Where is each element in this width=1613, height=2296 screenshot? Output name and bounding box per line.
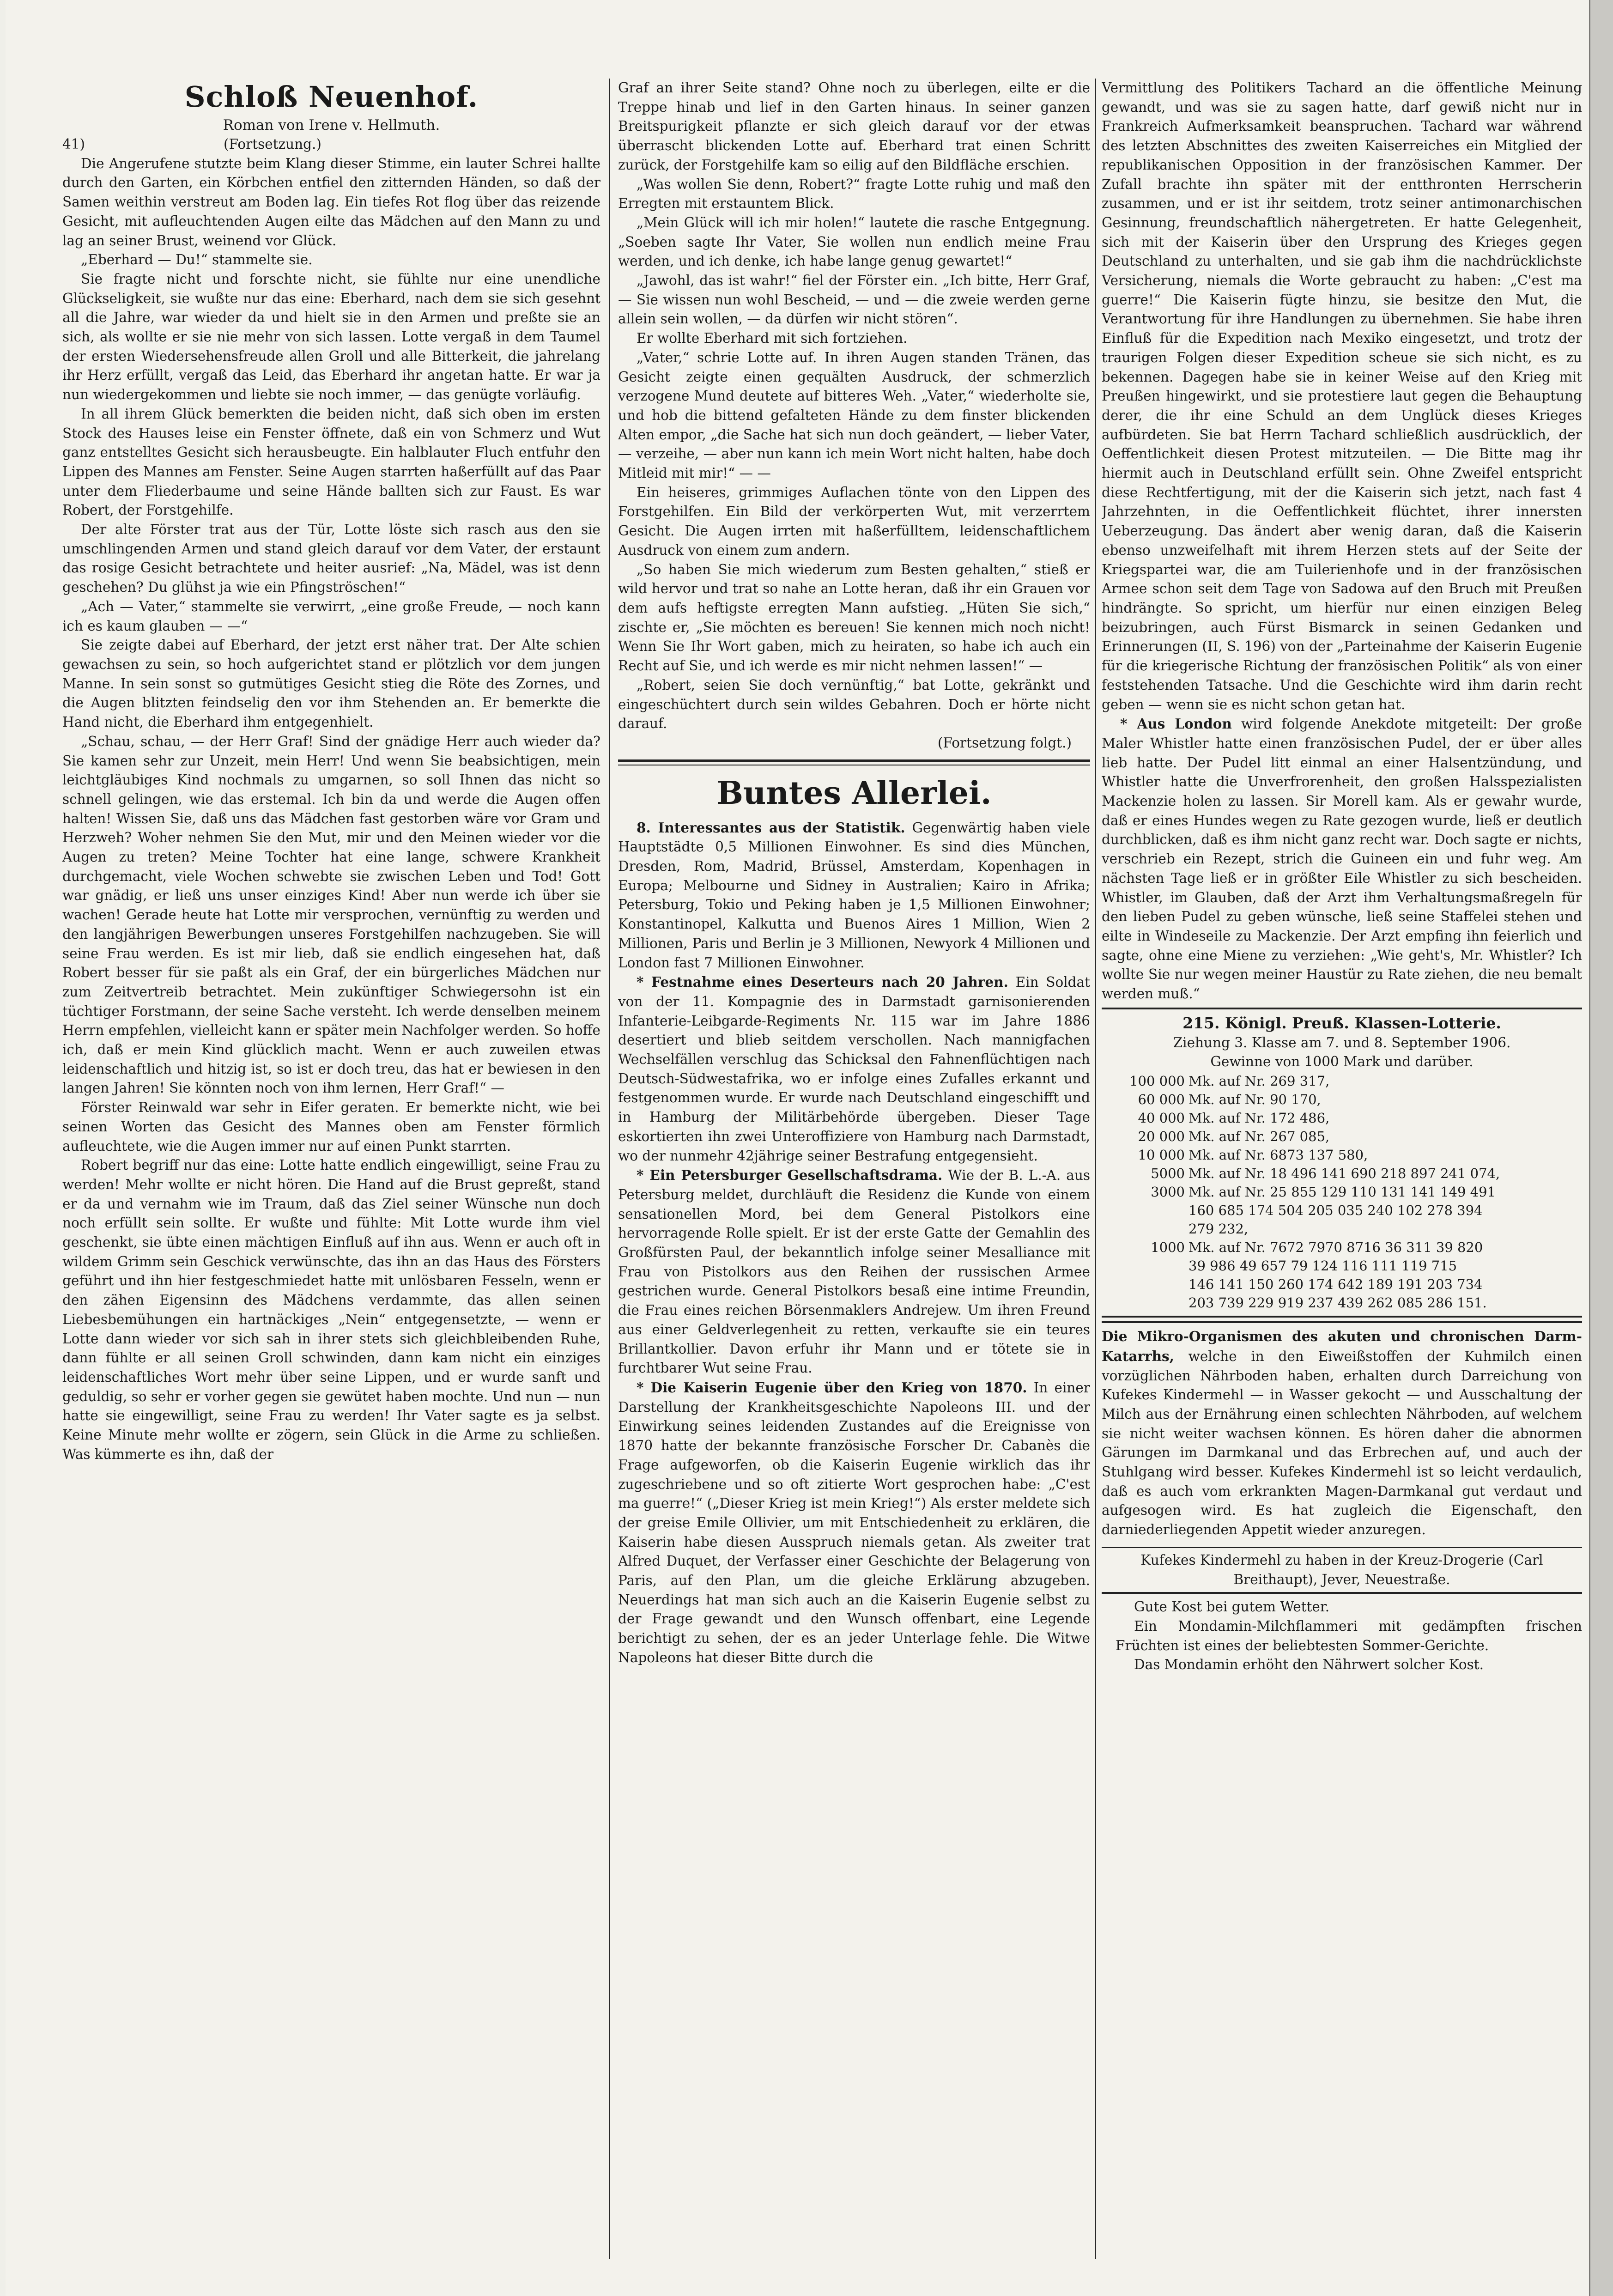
lottery-amount: 10 000 [1138,1147,1185,1163]
ad-text [1102,1327,1582,1540]
news-item-text: In einer Darstellung der Krankheitsgeschichte Napoleons III. und der Einwirkung seines leidenden Zustandes auf die Ereignisse von 1870 hatte der bekannte französische Forscher Dr. Cabanès die Frage aufgeworfen, ob die Kaiserin Eugenie wirklich das ihr zugeschriebene und so oft zitierte Wort gesprochen habe: „C'est ma guerre!“ („Dieser Krieg ist mein Krieg!“) Als erster meldete sich der greise Emile Ollivier, um mit Entschiedenheit zu erklären, die Kaiserin habe diesen Ausspruch niemals getan. Als zweiter trat Alfred Duquet, der Verfasser einer Geschichte der Belagerung von Paris, auf den Plan, um die gleiche Erklärung abzugeben. Neuerdings hat man sich auch an die Kaiserin Eugenie selbst zu der Frage gewandt und den Wunsch offenbart, eine Legende berichtigt zu sehen, der es an jeder Unterlage fehle. Die Witwe Napoleons hat dieser Bitte durch die [618,1380,1090,1665]
ad-heading: Die Mikro-Organismen des akuten und chronischen Darm-Katarrhs, [1102,1328,1582,1364]
lottery-amount: 40 000 [1138,1110,1185,1126]
continuation-note: (Fortsetzung.) [224,136,321,152]
novel-paragraph: Graf an ihrer Seite stand? Ohne noch zu überlegen, eilte er die Treppe hinab und lief in den Garten hinaus. In seiner ganzen Breitspurigkeit pflanzte er sich gleich darauf vor der etwas überrascht blickenden Lotte auf. Eberhard trat einen Schritt zurück, der Forstgehilfe kam so eilig auf den Bildfläche erschien. [618,80,1090,173]
news-item-text: Gegenwärtig haben viele Hauptstädte 0,5 Millionen Einwohner. Es sind dies München, Dresden, Rom, Madrid, Brüssel, Amsterdam, Kopenhagen in Europa; Melbourne und Sidney in Australien; Kairo in Afrika; Petersburg, Tokio und Peking haben je 1,5 Millionen Einwohner; Konstantinopel, Kalkutta und Buenos Aires 1 Million, Wien 2 Millionen, Paris und Berlin je 3 Millionen, Newyork 4 Millionen und London fast 7 Millionen Einwohner. [618,820,1090,971]
lottery-row [1102,1220,1504,1238]
novel-paragraph: „Jawohl, das ist wahr!“ fiel der Förster ein. „Ich bitte, Herr Graf, — Sie wissen nun wohl Bescheid, — und — die zweie werden gerne allein sein wollen, — da dürfen wir nicht stören“. [618,273,1090,327]
lottery-box [1102,1008,1582,1318]
lottery-amount [1102,1294,1189,1312]
news-item [618,972,1090,1166]
page-binding-edge [1589,0,1613,2296]
lottery-amount: 5000 [1151,1166,1185,1182]
novel-paragraph: Die Angerufene stutzte beim Klang dieser Stimme, ein lauter Schrei hallte durch den Garten, ein Körbchen entfiel den zitternden Händen, so daß der Samen weithin verstreut am Boden lag. Ein tiefes Rot flog über das reizende Gesicht, mit aufleuchtenden Augen eilte das Mädchen auf den Mann zu und lag an seiner Brust, weinend vor Glück. [62,155,600,249]
section-title-buntes-allerlei: Buntes Allerlei. [716,774,992,812]
lottery-numbers: 160 685 174 504 205 035 240 102 278 394 [1189,1203,1483,1219]
lottery-numbers: Mk. auf Nr. 267 085, [1189,1129,1330,1145]
news-item-text: wird folgende Anekdote mitgeteilt: Der große Maler Whistler hatte einen französischen Pudel, der er über alles lieb hatte. Der Pudel litt einmal an einer Halsentzündung, und Whistler hatte die Unverfrorenheit, den großen Halsspezialisten Mackenzie holen zu lassen. Sir Morell kam. Als er gewahr wurde, daß er eines Hundes wegen zu Rate gezogen wurde, ließ er deutlich durchblicken, daß es ihm nicht ganz recht war. Doch sagte er nichts, verschrieb ein Rezept, strich die Guineen ein und fuhr weg. Am nächsten Tage ließ er in größter Eile Whistler zu sich bescheiden. Whistler, im Glauben, daß der Arzt ihm Verhaltungsmaßregeln für den lieben Pudel zu geben wünsche, ließ seine Staffelei stehen und eilte in Windeseile zu Mackenzie. Der Arzt empfing ihn feierlich und sagte, ohne eine Miene zu verziehen: „Wie geht's, Mr. Whistler? Ich wollte Sie nur wegen meiner Haustür zu Rate ziehen, die neu bemalt werden muß.“ [1102,716,1582,1002]
lottery-row [1102,1183,1504,1201]
lottery-amount [1102,1257,1189,1275]
news-item [618,1378,1090,1668]
news-item-text: Wie der B. L.-A. aus Petersburg meldet, durchläuft die Residenz die Kunde von einem sensationellen Mord, bei dem General Pistolkors eine hervorragende Rolle spielt. Er ist der erste Gatte der Gemahlin des Großfürsten Paul, der bekanntlich infolge seiner Mesalliance mit Frau von Pistolkors aus den Reihen der russischen Armee gestrichen wurde. General Pistolkors besaß eine intime Freundin, die Frau eines reichen Börsenmaklers Andrejew. Um ihren Freund aus einer Geldverlegenheit zu retten, verkaufte sie ein teures Brillantkollier. Davon erfuhr ihr Mann und er tötete sie in furchtbarer Wut seine Frau. [618,1167,1090,1376]
lottery-amount [1102,1201,1189,1220]
lottery-row [1102,1238,1504,1257]
novel-paragraph: In all ihrem Glück bemerkten die beiden nicht, daß sich oben im ersten Stock des Hauses leise ein Fenster öffnete, daß ein von Schmerz und Wut ganz entstelltes Gesicht sich herausbeugte. Ein halblauter Fluch entfuhr den Lippen des Mannes am Fenster. Seine Augen starrten haßerfüllt auf das Paar unter dem Fliederbaume und seine Hände ballten sich zur Faust. Es war Robert, der Forstgehilfe. [62,406,600,518]
novel-paragraph: „Schau, schau, — der Herr Graf! Sind der gnädige Herr auch wieder da? Sie kamen sehr zur Unzeit, mein Herr! Und wenn Sie beabsichtigen, mein leichtgläubiges Kind nochmals zu umgarnen, so soll Ihnen das nicht so schnell gelingen, wie das erstemal. Ich bin da und werde die Augen offen halten! Wissen Sie, daß uns das Mädchen fast gestorben wäre vor Gram und Herzweh? Woher nehmen Sie den Mut, mir und den Meinen wieder vor die Augen zu treten? Meine Tochter hat eine lange, schwere Krankheit durchgemacht, viele Wochen schwebte sie zwischen Leben und Tod! Gott war gnädig, er ließ uns unser einziges Kind! Aber nun werde ich über sie wachen! Gerade heute hat Lotte mir versprochen, vernünftig zu werden und den langjährigen Bewerbungen unseres Forstgehilfen nachzugeben. Sie will seine Frau werden. Es ist mir lieb, daß sie endlich eingesehen hat, daß Robert besser für sie paßt als ein Graf, der ein bürgerliches Mädchen nur zum Zeitvertreib betrachtet. Mein zukünftiger Schwiegersohn ist ein tüchtiger Forstmann, der seine Sache versteht. Ich werde denselben meinem Herrn empfehlen, vielleicht kann er später mein Nachfolger werden. So hoffe ich, daß er mein Kind glücklich macht. Wenn er auch zuweilen etwas leidenschaftlich und hitzig ist, so ist er doch treu, das hat er bewiesen in den langen Jahren! Sie könnten noch von ihm lernen, Herr Graf!“ — [62,733,600,1096]
news-item-text: Ein Soldat von der 11. Kompagnie des in Darmstadt garnisonierenden Infanterie-Leibgarde-Regiments Nr. 115 war im Jahre 1886 desertiert und blieb seitdem verschollen. Nach mannigfachen Wechselfällen verschlug das Schicksal den Fahnenflüchtigen nach Deutsch-Südwestafrika, wo er infolge eines Zufalles erkannt und festgenommen wurde. Er wurde nach Deutschland eingeschifft und in Hamburg der Militärbehörde übergeben. Dieser Tage eskortierten ihn zwei Unteroffiziere von Hamburg nach Darmstadt, wo der nunmehr 42jährige seiner Bestrafung entgegensieht. [618,974,1090,1164]
novel-paragraph: „Vater,“ schrie Lotte auf. In ihren Augen standen Tränen, das Gesicht zeigte einen gequälten Ausdruck, der schmerzlich verzogene Mund deutete auf bitteres Weh. „Vater,“ wiederholte sie, und hob die bittend gefalteten Hände zu dem finster blickenden Alten empor, „die Sache hat sich nun doch geändert, — lieber Vater, — verzeihe, — aber nun kann ich mein Wort nicht halten, habe doch Mitleid mit mir!“ — — [618,349,1090,481]
lottery-numbers: Mk. auf Nr. 90 170, [1189,1092,1321,1108]
kufeke-shop-box [1102,1547,1582,1594]
lottery-numbers: 39 986 49 657 79 124 116 111 119 715 [1189,1258,1457,1274]
lottery-amount: 3000 [1151,1184,1185,1200]
lottery-numbers: Mk. auf Nr. 269 317, [1189,1073,1330,1089]
installment-number: 41) [62,136,85,152]
lottery-numbers: Mk. auf Nr. 172 486, [1189,1110,1330,1126]
novel-paragraph: „Robert, seien Sie doch vernünftig,“ bat Lotte, gekränkt und eingeschüchtert durch sein wildes Gebahren. Doch er hörte nicht darauf. [618,677,1090,732]
column-middle [618,79,1090,2259]
lottery-note: Gewinne von 1000 Mark und darüber. [1210,1054,1474,1070]
lottery-row [1102,1127,1504,1146]
column-right [1102,79,1582,2259]
novel-paragraph: Der alte Förster trat aus der Tür, Lotte löste sich rasch aus den sie umschlingenden Armen und stand gleich darauf vor dem Vater, der erstaunt das rosige Gesicht betrachtete und heiter ausrief: „Na, Mädel, was ist denn geschehen? Du glühst ja wie ein Pfingströschen!“ [62,522,600,595]
kufeke-advertisement [1102,1321,1582,1543]
ad-line: Das Mondamin erhöht den Nährwert solcher Kost. [1134,1657,1484,1673]
lottery-table [1102,1072,1504,1312]
lottery-amount: 1000 [1151,1239,1185,1256]
novel-paragraph: „So haben Sie mich wiederum zum Besten gehalten,“ stieß er wild hervor und trat so nahe an Lotte heran, daß ihr ein Grauen vor dem aufs heftigste erregten Mann aufstieg. „Hüten Sie sich,“ zischte er, „Sie möchten es bereuen! Sie kennen mich noch nicht! Wenn Sie Ihr Wort gaben, mich zu heiraten, so habe ich auch ein Recht auf Sie, und ich werde es mir nicht nehmen lassen!“ — [618,561,1090,674]
column-serial-novel [62,79,600,2259]
lottery-amount: 100 000 [1129,1073,1185,1089]
news-item-heading: * Ein Petersburger Gesellschaftsdrama. [637,1167,943,1184]
article-byline: Roman von Irene v. Hellmuth. [223,117,440,134]
ad-shop-text: Kufekes Kindermehl zu haben in der Kreuz-Drogerie (Carl Breithaupt), Jever, Neuestraße. [1140,1552,1543,1587]
news-item [1102,714,1582,1004]
lottery-row [1102,1109,1504,1127]
novel-paragraph: „Eberhard — Du!“ stammelte sie. [81,252,313,268]
novel-paragraph: Er wollte Eberhard mit sich fortziehen. [637,330,908,346]
ad-line: Ein Mondamin-Milchflammeri mit gedämpften frischen Früchten ist eines der beliebtesten Sommer-Gerichte. [1116,1618,1582,1653]
lottery-amount [1102,1220,1189,1238]
novel-paragraph: Sie zeigte dabei auf Eberhard, der jetzt erst näher trat. Der Alte schien gewachsen zu sein, so hoch aufgerichtet stand er plötzlich vor dem jungen Manne. In sein sonst so gutmütiges Gesicht stieg die Röte des Zornes, und die Augen blitzten feindselig den vor ihm Stehenden an. Er bemerkte die Hand nicht, die Eberhard ihm entgegenhielt. [62,637,600,730]
news-item-heading: 8. Interessantes aus der Statistik. [637,819,905,836]
article-number-line [62,135,600,154]
novel-paragraph: Förster Reinwald war sehr in Eifer geraten. Er bemerkte nicht, wie bei seinen Worten das Gesicht des Mannes oben am Fenster förmlich aufleuchtete, wie die Augen immer nur auf einen Punkt starrten. [62,1099,600,1154]
news-item [618,818,1090,973]
news-item-heading: * Aus London [1120,716,1232,732]
lottery-amount: 20 000 [1138,1129,1185,1145]
column-rule-left [609,79,610,2259]
lottery-amount: 60 000 [1138,1092,1185,1108]
lottery-numbers: 146 141 150 260 174 642 189 191 203 734 [1189,1276,1483,1293]
lottery-numbers: Mk. auf Nr. 7672 7970 8716 36 311 39 820 [1189,1239,1483,1256]
news-item [618,1166,1090,1378]
novel-paragraph: „Was wollen Sie denn, Robert?“ fragte Lotte ruhig und maß den Erregten mit erstauntem Blick. [618,176,1090,212]
news-item-heading: * Festnahme eines Deserteurs nach 20 Jahren. [637,974,1008,990]
lottery-row [1102,1164,1504,1183]
lottery-row [1102,1146,1504,1164]
novel-paragraph: Sie fragte nicht und forschte nicht, sie fühlte nur eine unendliche Glückseligkeit, sie wußte nur das eine: Eberhard, nach dem sie sich gesehnt all die Jahre, war wieder da und hielt sie in den Armen und preßte sie an sich, als wollte er sie nie mehr von sich lassen. Lotte vergaß in dem Taumel der ersten Wiedersehensfreude allen Groll und alle Bitterkeit, die jahrelang ihr Herz erfüllt, vergaß das Leid, das Eberhard ihr angetan hatte. Er war ja nun wiedergekommen und liebte sie noch immer, — das genügte vorläufig. [62,271,600,403]
lottery-row [1102,1294,1504,1312]
novel-paragraph: Ein heiseres, grimmiges Auflachen tönte von den Lippen des Forstgehilfen. Ein Bild der verkörperten Wut, mit verzerrtem Gesicht. Die Augen irrten mit haßerfülltem, leidenschaftlichem Ausdruck von einem zum andern. [618,484,1090,558]
lottery-title: 215. Königl. Preuß. Klassen-Lotterie. [1182,1014,1501,1032]
lottery-numbers: Mk. auf Nr. 25 855 129 110 131 141 149 491 [1189,1184,1496,1200]
novel-paragraph: „Ach — Vater,“ stammelte sie verwirrt, „eine große Freude, — noch kann ich es kaum glauben — —“ [62,598,600,634]
lottery-row [1102,1072,1504,1090]
column-rule-right [1095,79,1096,2259]
article-title: Schloß Neuenhof. [184,80,479,114]
lottery-amount [1102,1275,1189,1294]
ad-line: Gute Kost bei gutem Wetter. [1134,1599,1330,1615]
novel-paragraph: „Mein Glück will ich mir holen!“ lautete die rasche Entgegnung. „Soeben sagte Ihr Vater, Sie wollen nun endlich meine Frau werden, und ich denke, ich habe lange genug gewartet!“ [618,214,1090,269]
lottery-numbers: 203 739 229 919 237 439 262 085 286 151. [1189,1295,1487,1311]
lottery-row [1102,1090,1504,1109]
lottery-numbers: Mk. auf Nr. 18 496 141 690 218 897 241 074, [1189,1166,1500,1182]
lottery-numbers: Mk. auf Nr. 6873 137 580, [1189,1147,1368,1163]
news-item-continuation: Vermittlung des Politikers Tachard an die öffentliche Meinung gewandt, und was sie zu sagen hatte, darf gewiß nicht nur in Frankreich Aufmerksamkeit beanspruchen. Tachard war während des letzten Abschnittes des zweiten Kaiserreiches ein Mitglied der republikanischen Opposition in der französischen Kammer. Der Zufall brachte ihn später mit der entthronten Herrscherin zusammen, und er ist ihr seitdem, trotz seiner antimonarchischen Gesinnung, freundschaftlich nähergetreten. Er hatte Gelegenheit, sich mit der Kaiserin über den Ursprung des Krieges gegen Deutschland zu unterhalten, und sie gab ihm die nachdrücklichste Versicherung, niemals die Worte gebraucht zu haben: „C'est ma guerre!“ Die Kaiserin fügte hinzu, sie besitze den Mut, die Verantwortung für ihre Handlungen zu übernehmen. Sie habe ihren Einfluß für die Expedition nach Mexiko eingesetzt, und trotz der traurigen Folgen dieser Expedition scheue sie sich nicht, es zu bekennen. Dagegen habe sie in keiner Weise auf den Krieg mit Preußen hingewirkt, und sie protestiere laut gegen die Behauptung derer, die ihr eine Schuld an dem Unglück dieses Krieges aufbürdeten. Sie bat Herrn Tachard schließlich ausdrücklich, der Oeffentlichkeit diesen Protest mitzuteilen. — Die Bitte mag ihr hiermit auch in Deutschland erfüllt sein. Ohne Zweifel entspricht diese Rechtfertigung, mit der die Kaiserin sich jetzt, nach fast 4 Jahrzehnten, in die Oeffentlichkeit flüchtet, ihrer innersten Ueberzeugung. Das ändert aber wenig daran, daß die Kaiserin ebenso unzweifelhaft mit ihrem Herzen stets auf der Seite der Kriegspartei war, die am Tuilerienhofe und in der französischen Armee schon seit dem Tage von Sadowa auf den Bruch mit Preußen hindrängte. So spricht, um hierfür nur einen einzigen Beleg beizubringen, auch Fürst Bismarck in seinen Gedanken und Erinnerungen (II, S. 196) von der „Parteinahme der Kaiserin Eugenie für die kriegerische Richtung der französischen Politik“ als von einer feststehenden Tatsache. Und die Geschichte wird ihm darin recht geben — wenn sie es nicht schon getan hat. [1102,80,1582,712]
lottery-numbers: 279 232, [1189,1221,1249,1237]
news-item-heading: * Die Kaiserin Eugenie über den Krieg von 1870. [637,1379,1027,1396]
lottery-row [1102,1275,1504,1294]
ad-body: welche in den Eiweißstoffen der Kuhmilch einen vorzüglichen Nährboden haben, erhalten durch Darreichung von Kufekes Kindermehl — in Wasser gekocht — und Ausschaltung der Milch aus der Ernährung einen schlechten Nährboden, auf welchem sie nicht weiter wachsen können. Es hören daher die abnormen Gärungen im Darmkanal und das Erbrechen auf, und auch der Stuhlgang wird besser. Kufekes Kindermehl ist so leicht verdaulich, daß es auch vom erkrankten Magen-Darmkanal gut verdaut und aufgesogen wird. Es hat zugleich die Eigenschaft, den darniederliegenden Appetit wieder anzuregen. [1102,1348,1582,1538]
novel-paragraph: Robert begriff nur das eine: Lotte hatte endlich eingewilligt, seine Frau zu werden! Mehr wollte er nicht hören. Die Hand auf die Brust gepreßt, stand er da und vernahm wie im Traum, daß das Ziel seiner Wünsche nun doch noch erfüllt sein sollte. Er wußte und fühlte: Mit Lotte wurde ihm viel geschenkt, sie übte einen mächtigen Einfluß auf ihn aus. Wenn er auch oft in wildem Grimm sein Geschick verwünschte, das ihn an das Haus des Försters geführt und ihn hier festgeschmiedet hatte mit unlösbaren Fesseln, wenn er den zähen Eigensinn des Mädchens verdammte, das allen seinen Liebesbemühungen ein hartnäckiges „Nein“ entgegensetzte, — wenn er Lotte dann wieder vor sich sah in ihrer stets sich gleichbleibenden Ruhe, dann fühlte er all seinen Groll schwinden, dann kam nicht ein einziges leidenschaftliches Wort mehr über seine Lippen, und er wurde sanft und geduldig, so sehr er vorher gegen sie gewütet haben mochte. Und nun — nun hatte sie eingewilligt, seine Frau zu werden! Ihr Vater sagte es ja selbst. Keine Minute mehr wollte er zögern, sein Glück in die Arme zu schließen. Was kümmerte es ihn, daß der [62,1157,600,1462]
lottery-row [1102,1201,1504,1220]
lottery-subtitle: Ziehung 3. Klasse am 7. und 8. September 1906. [1173,1034,1511,1051]
mondamin-advertisement [1102,1597,1582,1675]
lottery-row [1102,1257,1504,1275]
to-be-continued: (Fortsetzung folgt.) [937,735,1072,751]
section-divider [618,759,1090,765]
